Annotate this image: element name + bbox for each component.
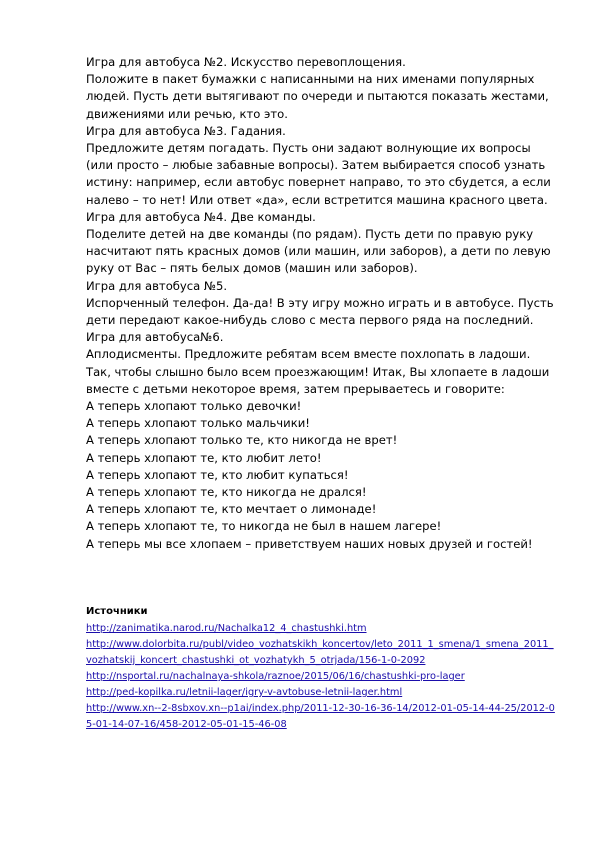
- game-3-heading: Игра для автобуса №3. Гадания.: [86, 123, 286, 138]
- game-6-heading: Игра для автобуса№6.: [86, 330, 224, 345]
- clap-line: А теперь хлопают те, кто никогда не дрался!: [86, 485, 367, 500]
- clap-line: А теперь хлопают только девочки!: [86, 399, 302, 414]
- clap-line: А теперь хлопают те, то никогда не был в нашем лагере!: [86, 519, 442, 534]
- game-2-text: Положите в пакет бумажки с написанными на них именами популярных людей. Пусть дети вытягивают по очереди и пытаются показать жестами, движениями или речью, кто это.: [86, 72, 549, 121]
- clap-line-final: А теперь мы все хлопаем – приветствуем наших новых друзей и гостей!: [86, 536, 533, 551]
- sources-section: [86, 605, 556, 733]
- game-3-text: Предложите детям погадать. Пусть они задают волнующие их вопросы (или просто – любые забавные вопросы). Затем выбирается способ узнать истину: например, если автобус повернет направо, то это сбудется, а если налево – то нет! Или ответ «да», если встретится машина красного цвета.: [86, 141, 551, 207]
- clap-line: А теперь хлопают только мальчики!: [86, 416, 310, 431]
- sources-title: Источники: [86, 606, 148, 617]
- game-4-heading: Игра для автобуса №4. Две команды.: [86, 209, 316, 224]
- source-link[interactable]: http://www.xn--2-8sbxov.xn--p1ai/index.php/2011-12-30-16-36-14/2012-01-05-14-44-25/2012-05-01-14-07-16/458-2012-05-01-15-46-08: [86, 703, 555, 730]
- game-4-text: Поделите детей на две команды (по рядам). Пусть дети по правую руку насчитают пять красных домов (или машин, или заборов), а дети по левую руку от Вас – пять белых домов (машин или заборов).: [86, 227, 551, 276]
- source-link[interactable]: http://www.dolorbita.ru/publ/video_vozhatskikh_koncertov/leto_2011_1_smena/1_smena_2011_vozhatskij_koncert_chastushki_ot_vozhatykh_5_otrjada/156-1-0-2092: [86, 639, 554, 666]
- game-5-text: Испорченный телефон. Да-да! В эту игру можно играть и в автобусе. Пусть дети передают какое-нибудь слово с места первого ряда на последний.: [86, 295, 554, 328]
- source-link[interactable]: http://nsportal.ru/nachalnaya-shkola/raznoe/2015/06/16/chastushki-pro-lager: [86, 671, 465, 682]
- clap-line: А теперь хлопают те, кто мечтает о лимонаде!: [86, 502, 377, 517]
- source-link[interactable]: http://ped-kopilka.ru/letnii-lager/igry-v-avtobuse-letnii-lager.html: [86, 687, 403, 698]
- clap-line: А теперь хлопают те, кто любит купаться!: [86, 467, 349, 482]
- clap-line: А теперь хлопают только те, кто никогда не врет!: [86, 433, 398, 448]
- game-5-heading: Игра для автобуса №5.: [86, 278, 228, 293]
- document-body: [86, 54, 556, 553]
- clap-line: А теперь хлопают те, кто любит лето!: [86, 450, 322, 465]
- source-link[interactable]: http://zanimatika.narod.ru/Nachalka12_4_chastushki.htm: [86, 623, 367, 634]
- game-6-text: Аплодисменты. Предложите ребятам всем вместе похлопать в ладоши. Так, чтобы слышно было всем проезжающим! Итак, Вы хлопаете в ладоши вместе с детьми некоторое время, затем прерываетесь и говорите:: [86, 347, 550, 396]
- game-2-heading: Игра для автобуса №2. Искусство перевоплощения.: [86, 55, 406, 69]
